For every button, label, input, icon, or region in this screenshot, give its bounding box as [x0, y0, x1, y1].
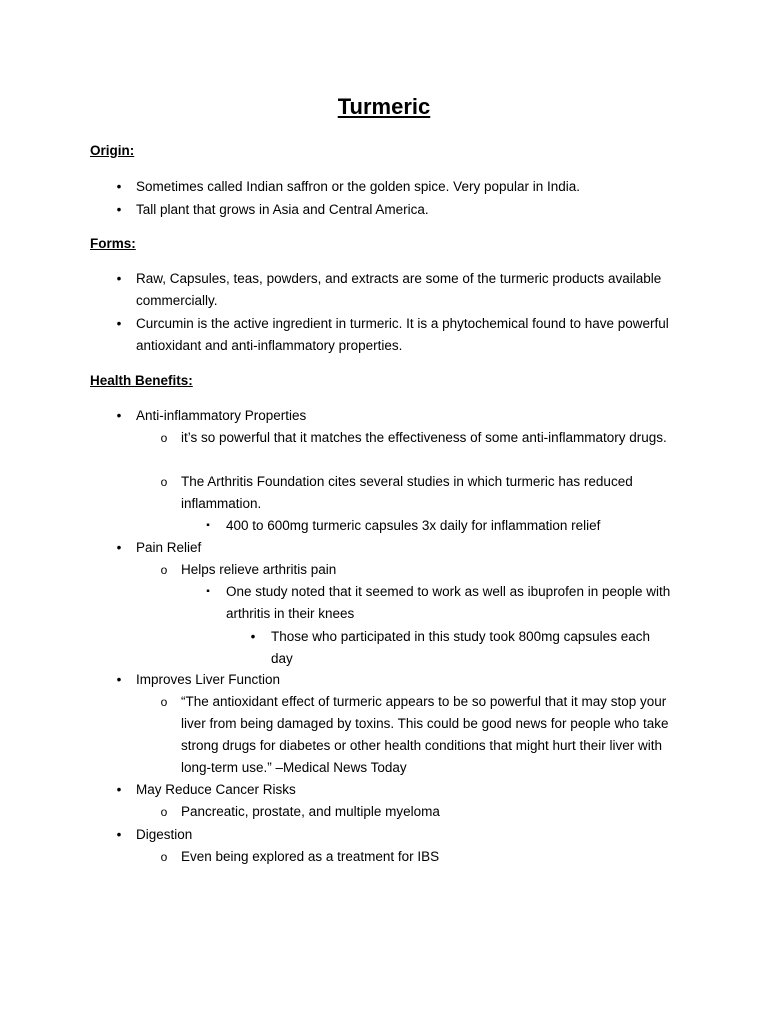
circle-bullet-icon: o [160, 695, 168, 709]
list-item-text: The Arthritis Foundation cites several studies in which turmeric has reduced inflammation. [181, 474, 633, 511]
list-item-text: it’s so powerful that it matches the effectiveness of some anti-inflammatory drugs. [181, 430, 667, 445]
list-item-text: Pain Relief [136, 540, 202, 555]
list-item-text: Pancreatic, prostate, and multiple myeloma [181, 804, 440, 819]
bullet-icon: • [116, 827, 122, 842]
section-heading-health-benefits: Health Benefits: [90, 373, 193, 388]
list-item-text: Curcumin is the active ingredient in turmeric. It is a phytochemical found to have powerful antioxidant and anti-inflammatory properties. [136, 316, 669, 353]
bullet-icon: • [116, 179, 122, 194]
list-item-text: Helps relieve arthritis pain [181, 562, 337, 577]
bullet-icon: • [116, 271, 122, 286]
list-item-text: May Reduce Cancer Risks [136, 782, 296, 797]
bullet-icon: • [116, 202, 122, 217]
list-item-text: Tall plant that grows in Asia and Central America. [136, 202, 429, 217]
circle-bullet-icon: o [160, 475, 168, 489]
circle-bullet-icon: o [160, 563, 168, 577]
bullet-icon: • [116, 316, 122, 331]
list-item-text: 400 to 600mg turmeric capsules 3x daily for inflammation relief [226, 518, 601, 533]
list-item-text: One study noted that it seemed to work as well as ibuprofen in people with arthritis in their knees [226, 584, 671, 621]
list-item-text: “The antioxidant effect of turmeric appears to be so powerful that it may stop your liver from being damaged by toxins. This could be good news for people who take strong drugs for diabetes or other health conditions that might hurt their liver with long-term use.” –Medical News Today [181, 694, 669, 775]
square-bullet-icon: ▪ [206, 586, 210, 597]
bullet-icon: • [250, 629, 256, 644]
list-item-text: Anti-inflammatory Properties [136, 408, 307, 423]
section-heading-forms: Forms: [90, 236, 136, 251]
bullet-icon: • [116, 408, 122, 423]
bullet-icon: • [116, 540, 122, 555]
list-item-text: Those who participated in this study took 800mg capsules each day [271, 629, 650, 666]
bullet-icon: • [116, 672, 122, 687]
circle-bullet-icon: o [160, 431, 168, 445]
bullet-icon: • [116, 782, 122, 797]
square-bullet-icon: ▪ [206, 520, 210, 531]
circle-bullet-icon: o [160, 805, 168, 819]
list-item-text: Improves Liver Function [136, 672, 281, 687]
list-item-text: Sometimes called Indian saffron or the golden spice. Very popular in India. [136, 179, 581, 194]
circle-bullet-icon: o [160, 850, 168, 864]
list-item-text: Raw, Capsules, teas, powders, and extracts are some of the turmeric products available commercially. [136, 271, 662, 308]
document-title: Turmeric [337, 94, 431, 119]
list-item-text: Digestion [136, 827, 193, 842]
section-heading-origin: Origin: [90, 143, 135, 158]
list-item-text: Even being explored as a treatment for IBS [181, 849, 440, 864]
